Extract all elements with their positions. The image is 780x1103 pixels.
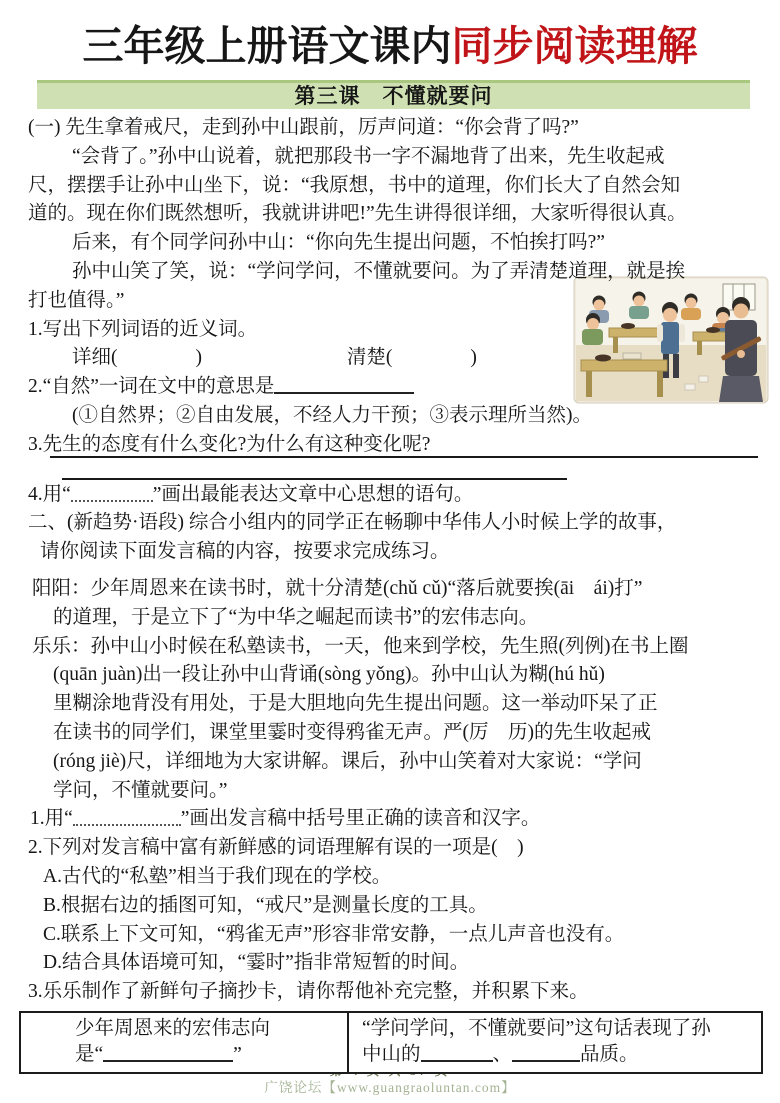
speaker-label: 阳阳：: [32, 577, 91, 599]
card-cell-right: [349, 1013, 761, 1072]
passage-line: “会背了。”孙中山说着，就把那段书一字不漏地背了出来，先生收起戒: [72, 145, 665, 167]
summary-card-table: [19, 1011, 763, 1074]
card-cell-left: [21, 1013, 349, 1072]
answer-blank: [103, 1044, 233, 1062]
option-c: C.联系上下文可知，“鸦雀无声”形容非常安静，一点儿声音也没有。: [43, 923, 625, 945]
passage-line: 道的。现在你们既然想听，我就讲讲吧!”先生讲得很详细，大家听得很认真。: [28, 203, 687, 225]
speech-line: 在读书的同学们，课堂里霎时变得鸦雀无声。严(厉 历)的先生收起戒: [53, 721, 651, 743]
passage-line: 孙中山笑了笑，说：“学问学问，不懂就要问。为了弄清楚道理，就是挨: [72, 260, 686, 282]
passage-line: 后来，有个同学问孙中山：“你向先生提出问题，不怕挨打吗?”: [72, 232, 605, 254]
card-left-answer-row: 是“ ”: [75, 1043, 242, 1065]
question-4: 4.用“ ”画出最能表达文章中心思想的语句。: [28, 483, 474, 505]
section-two-question-3: 3.乐乐制作了新鲜句子摘抄卡，请你帮他补充完整，并积累下来。: [28, 981, 589, 1003]
question-2: 2.“自然”一词在文中的意思是: [28, 373, 758, 402]
speaker-label: 乐乐：: [32, 635, 91, 657]
speech-line: 阳阳：少年周恩来在读书时，就十分清楚(chǔ cǔ)“落后就要挨(āi ái)打”: [32, 577, 643, 599]
section-two-intro: 二、(新趋势·语段) 综合小组内的同学正在畅聊中华伟人小时候上学的故事，: [28, 512, 677, 534]
speech-line: (róng jiè)尺，详细地为大家讲解。课后，孙中山笑着对大家说：“学问: [53, 750, 642, 772]
answer-blank: [274, 376, 414, 394]
question-1: 1.写出下列词语的近义词。: [28, 318, 258, 340]
footer-site-watermark: 广饶论坛【www.guangraoluntan.com】: [264, 1080, 516, 1095]
answer-blank: [421, 1044, 493, 1062]
card-right-text: “学问学问，不懂就要问”这句话表现了孙: [362, 1017, 711, 1039]
card-left-text: 少年周恩来的宏伟志向: [75, 1017, 271, 1039]
option-a: A.古代的“私塾”相当于我们现在的学校。: [43, 865, 392, 887]
section-two-question-1: 1.用“ ”画出发言稿中括号里正确的读音和汉字。: [30, 808, 541, 830]
page-title: [0, 20, 780, 72]
speech-line: (quān juàn)出一段让孙中山背诵(sòng yǒng)。孙中山认为糊(hú hǔ): [53, 664, 605, 686]
answer-blank: [71, 484, 153, 502]
synonym-item-xiangxi: 详细( ): [72, 347, 202, 369]
synonym-row: [28, 344, 758, 373]
passage-line: 打也值得。”: [28, 289, 125, 311]
speech-line: 的道理，于是立下了“为中华之崛起而读书”的宏伟志向。: [53, 606, 539, 628]
card-right-answer-row: 中山的 、 品质。: [362, 1043, 639, 1065]
lesson-title: 第三课 不懂就要问: [294, 84, 493, 108]
worksheet-body: [28, 114, 758, 1074]
answer-blank: [512, 1044, 580, 1062]
section-two-question-2: 2.下列对发言稿中富有新鲜感的词语理解有误的一项是( ): [28, 837, 524, 859]
question-2-note: (①自然界；②自由发展，不经人力干预；③表示理所当然)。: [72, 404, 592, 426]
passage-line: 尺，摆摆手让孙中山坐下，说：“我原想，书中的道理，你们长大了自然会知: [28, 174, 681, 196]
speech-line: 乐乐：孙中山小时候在私塾读书，一天，他来到学校，先生照(列例)在书上圈: [32, 635, 689, 657]
answer-space: [28, 460, 758, 481]
lesson-banner: [37, 80, 750, 109]
section-two-intro: 请你阅读下面发言稿的内容，按要求完成练习。: [40, 541, 450, 563]
question-3: 3.先生的态度有什么变化?为什么有这种变化呢?: [28, 433, 431, 455]
speech-line: 里糊涂地背没有用处，于是大胆地向先生提出问题。这一举动吓呆了正: [53, 693, 658, 715]
speech-line: 学问，不懂就要问。”: [53, 779, 228, 801]
option-b: B.根据右边的插图可知，“戒尺”是测量长度的工具。: [43, 894, 488, 916]
title-red: 同步阅读理解: [451, 23, 698, 69]
passage-line: (一) 先生拿着戒尺，走到孙中山跟前，厉声问道：“你会背了吗?”: [28, 117, 579, 138]
synonym-item-qingchu: 清楚( ): [346, 347, 477, 369]
title-black: 三年级上册语文课内: [82, 23, 452, 69]
answer-blank: [73, 808, 181, 826]
option-d: D.结合具体语境可知，“霎时”指非常短暂的时间。: [43, 952, 470, 974]
